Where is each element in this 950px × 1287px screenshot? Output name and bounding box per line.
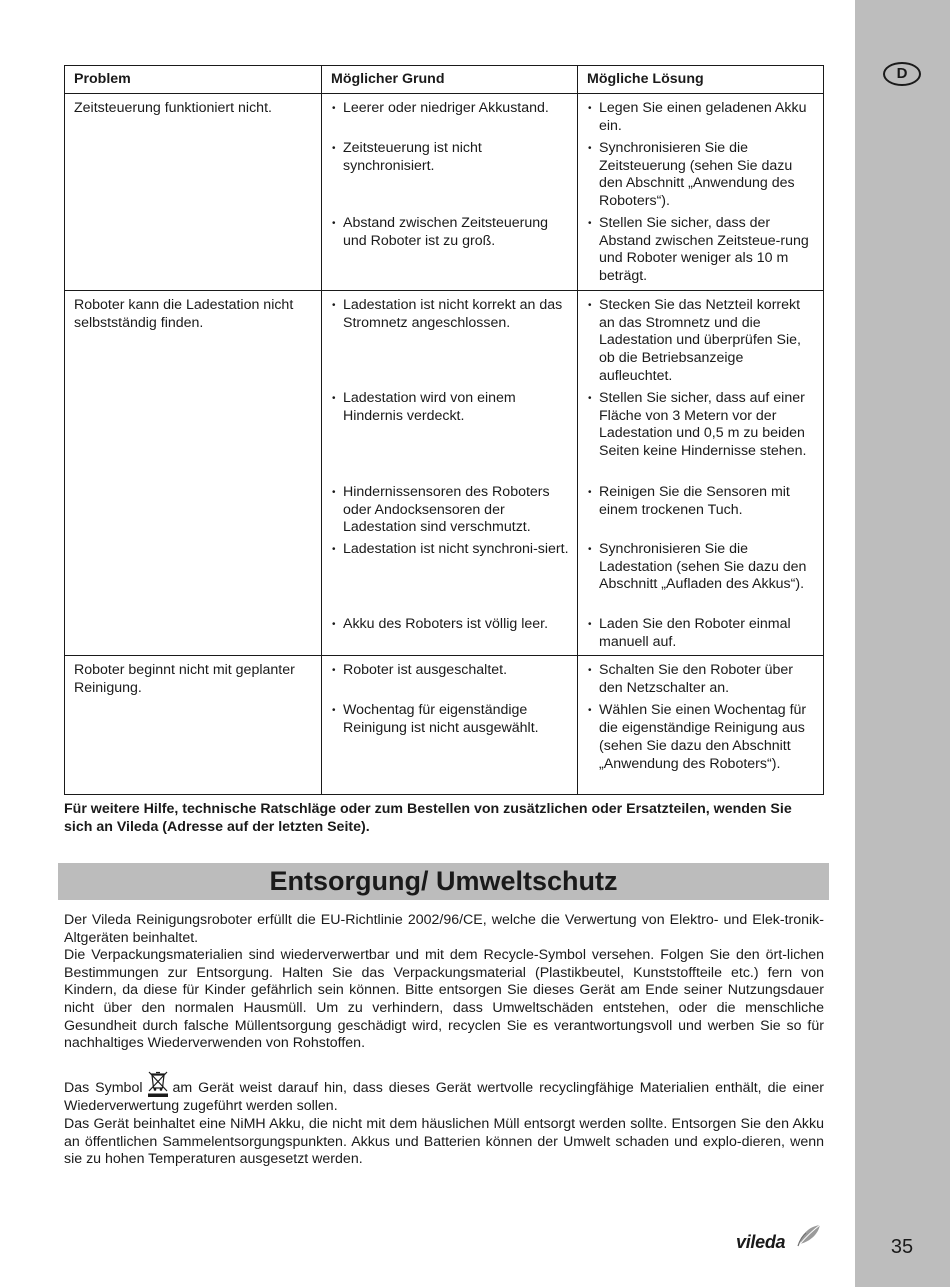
- solution-item: • Stellen Sie sicher, dass auf einer Fläche von 3 Metern vor der Ladestation und 0,5 m zu beiden Seiten keine Hindernisse stehen.: [588, 390, 817, 484]
- reason-item: • Ladestation ist nicht synchroni-siert.: [332, 541, 571, 616]
- disposal-text: [64, 912, 824, 1169]
- solution-item: • Synchronisieren Sie die Ladestation (sehen Sie dazu den Abschnitt „Aufladen des Akkus“).: [588, 541, 817, 616]
- solution-cell: [578, 94, 824, 291]
- solution-item: • Legen Sie einen geladenen Akku ein.: [588, 100, 817, 140]
- page-number: 35: [890, 1236, 914, 1258]
- reason-item: • Roboter ist ausgeschaltet.: [332, 662, 571, 702]
- troubleshooting-table: [64, 65, 824, 795]
- solution-item: • Schalten Sie den Roboter über den Netzschalter an.: [588, 662, 817, 702]
- table-header-row: [65, 66, 824, 94]
- side-tab: [855, 0, 950, 1287]
- header-solution: Mögliche Lösung: [578, 66, 824, 94]
- solution-item: • Synchronisieren Sie die Zeitsteuerung (sehen Sie dazu den Abschnitt „Anwendung des Roboters“).: [588, 140, 817, 215]
- reason-item: • Ladestation ist nicht korrekt an das Stromnetz angeschlossen.: [332, 297, 571, 390]
- paragraph: Das Gerät beinhaltet eine NiMH Akku, die nicht mit dem häuslichen Müll entsorgt werden sollte. Entsorgen Sie den Akku an öffentlichen Sammelentsorgungspunkten. Akkus und Batterien können der Umwelt schaden und explo-dieren, wenn sie zu hohen Temperaturen ausgesetzt werden.: [64, 1115, 824, 1168]
- paragraph-text: Das Symbol: [64, 1080, 143, 1097]
- problem-cell: Roboter beginnt nicht mit geplanter Reinigung.: [65, 656, 322, 795]
- help-note: Für weitere Hilfe, technische Ratschläge oder zum Bestellen von zusätzlichen oder Ersatzteilen, wenden Sie sich an Vileda (Adresse auf der letzten Seite).: [64, 801, 792, 835]
- reason-item: • Zeitsteuerung ist nicht synchronisiert.: [332, 140, 571, 215]
- paragraph: Die Verpackungsmaterialien sind wiederverwertbar und mit dem Recycle-Symbol versehen. Folgen Sie den ört-lichen Bestimmungen zur Entsorgung. Halten Sie das Verpackungsmaterial (Plastikbeutel, Kunststoffteile etc.) fern von Kindern, da diese für Kinder gefährlich sein können. Bitte entsorgen Sie dieses Gerät am Ende seiner Nutzungsdauer nicht über den normalen Hausmüll. Um zu verhindern, dass Umweltschäden entstehen, oder die menschliche Gesundheit durch falsche Müllentsorgung geschädigt wird, recyclen Sie es verantwortungsvoll und werben Sie so für nachhaltiges Wiederverwenden von Rohstoffen.: [64, 947, 824, 1052]
- reason-item: • Leerer oder niedriger Akkustand.: [332, 100, 571, 140]
- reason-cell: [322, 291, 578, 656]
- table-row: [65, 291, 824, 656]
- reason-cell: [322, 94, 578, 291]
- problem-cell: Roboter kann die Ladestation nicht selbstständig finden.: [65, 291, 322, 656]
- crossed-out-wheelie-bin-icon: [147, 1070, 169, 1098]
- solution-cell: [578, 656, 824, 795]
- header-problem: Problem: [65, 66, 322, 94]
- language-badge: D: [883, 62, 921, 86]
- reason-item: • Hindernissensoren des Roboters oder Andocksensoren der Ladestation sind verschmutzt.: [332, 484, 571, 541]
- solution-item: • Laden Sie den Roboter einmal manuell auf.: [588, 616, 817, 651]
- solution-item: • Wählen Sie einen Wochentag für die eigenständige Reinigung aus (sehen Sie dazu den Abschnitt „Anwendung des Roboters“).: [588, 702, 817, 773]
- reason-item: • Ladestation wird von einem Hindernis verdeckt.: [332, 390, 571, 484]
- solution-item: • Stecken Sie das Netzteil korrekt an das Stromnetz und die Ladestation und überprüfen Sie, ob die Betriebsanzeige aufleuchtet.: [588, 297, 817, 390]
- vileda-logo: [736, 1222, 826, 1256]
- header-reason: Möglicher Grund: [322, 66, 578, 94]
- reason-cell: [322, 656, 578, 795]
- solution-item: • Reinigen Sie die Sensoren mit einem trockenen Tuch.: [588, 484, 817, 541]
- section-title: Entsorgung/ Umweltschutz: [58, 863, 829, 900]
- reason-item: • Wochentag für eigenständige Reinigung ist nicht ausgewählt.: [332, 702, 571, 737]
- paragraph: Der Vileda Reinigungsroboter erfüllt die EU-Richtlinie 2002/96/CE, welche die Verwertung von Elektro- und Elek-tronik-Altgeräten beinhaltet.: [64, 912, 824, 946]
- table-row: [65, 94, 824, 291]
- table-row: [65, 656, 824, 795]
- leaf-logo-icon: [796, 1222, 824, 1248]
- logo-text: vileda: [736, 1232, 786, 1252]
- paragraph: [64, 1070, 824, 1116]
- problem-cell: Zeitsteuerung funktioniert nicht.: [65, 94, 322, 291]
- reason-item: • Abstand zwischen Zeitsteuerung und Roboter ist zu groß.: [332, 215, 571, 250]
- paragraph-text: am Gerät weist darauf hin, dass dieses Gerät wertvolle recyclingfähige Materialien enthält, die einer Wiederverwertung zugeführt werden sollen.: [64, 1080, 824, 1115]
- reason-item: • Akku des Roboters ist völlig leer.: [332, 616, 571, 634]
- solution-cell: [578, 291, 824, 656]
- solution-item: • Stellen Sie sicher, dass der Abstand zwischen Zeitsteue-rung und Roboter weniger als 10 m beträgt.: [588, 215, 817, 286]
